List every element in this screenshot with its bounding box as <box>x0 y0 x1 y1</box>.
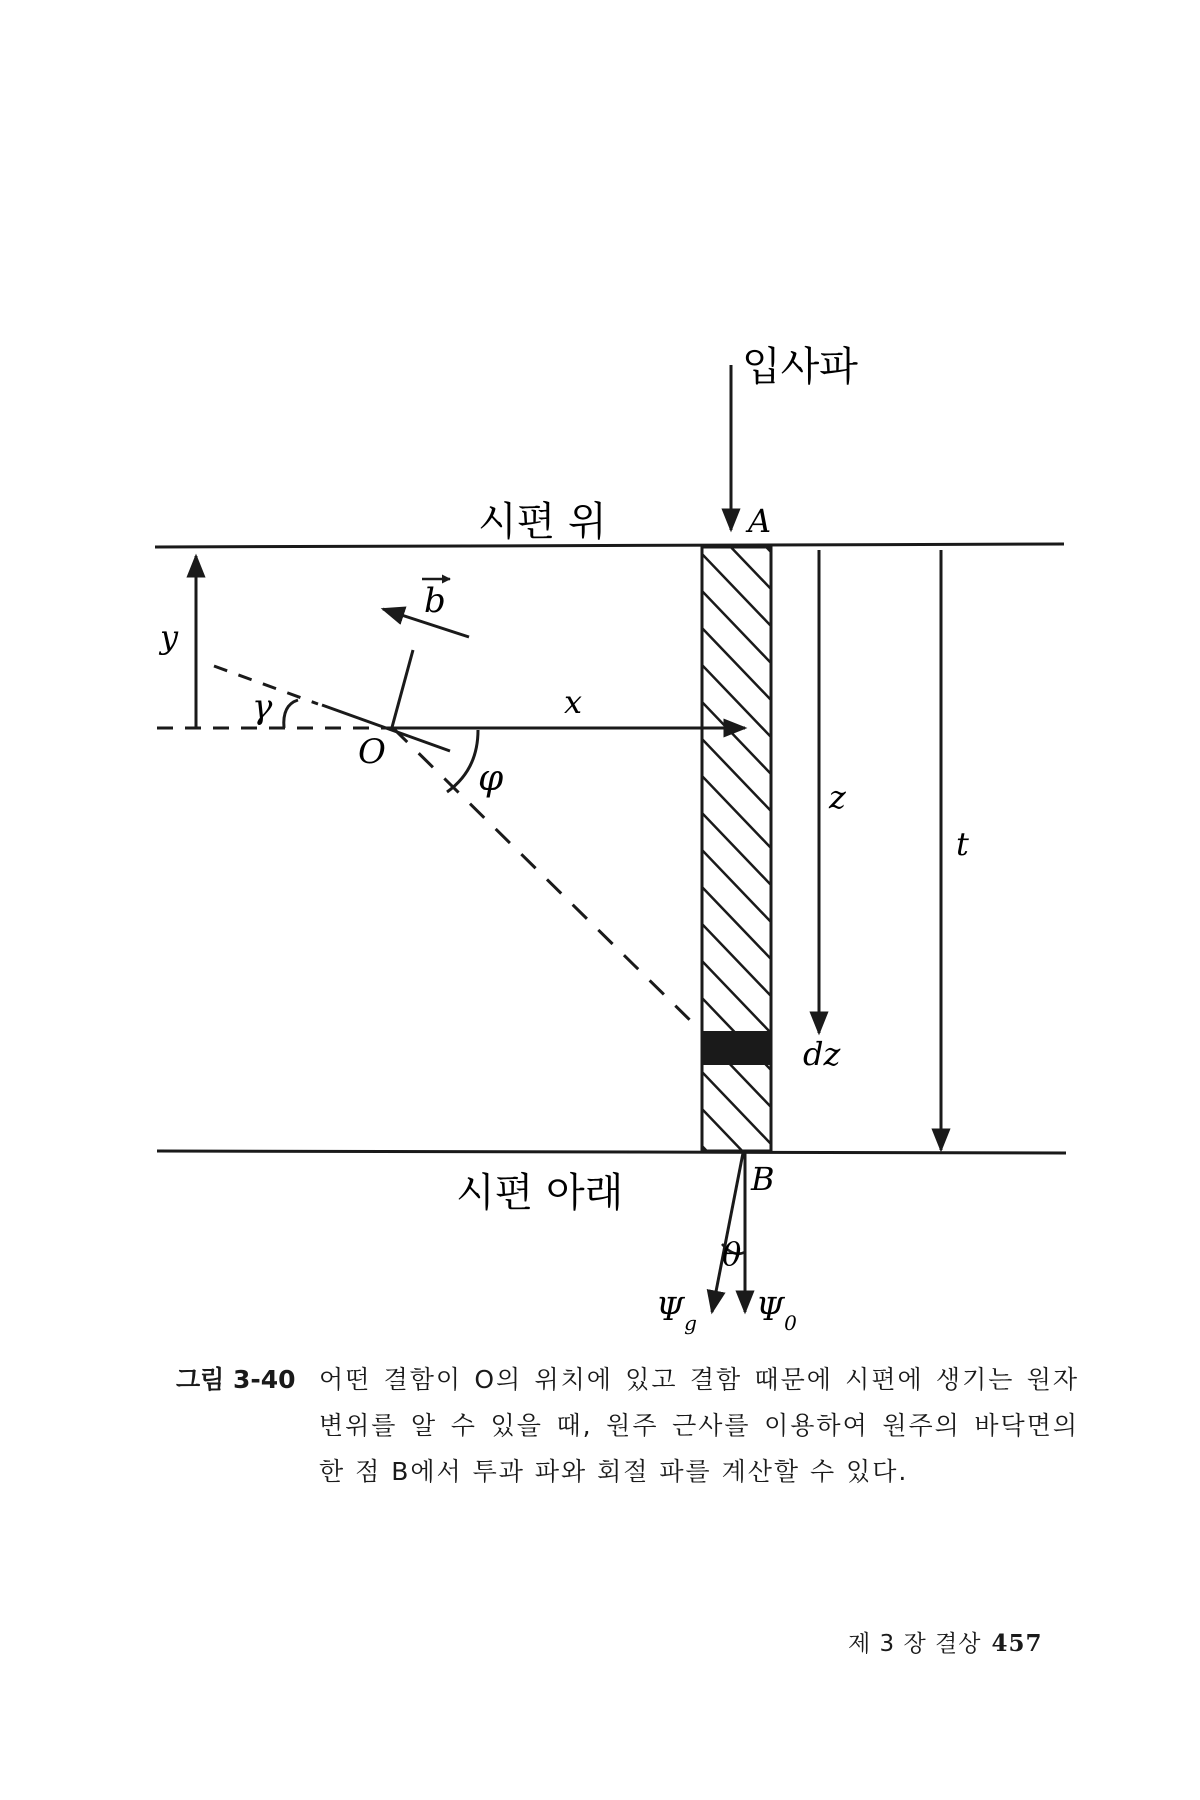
diffracted-wave-arrow <box>712 1153 743 1312</box>
psi-g-subscript: g <box>684 1311 697 1335</box>
x-label: x <box>564 683 583 721</box>
psi-0-subscript: 0 <box>784 1311 797 1335</box>
gamma-angle-arc <box>284 700 298 728</box>
hatch-line <box>702 887 771 959</box>
specimen-top-label: 시편 위 <box>478 499 607 545</box>
point-a-label: A <box>748 502 772 540</box>
specimen-top-surface <box>155 544 1064 547</box>
burgers-vector-label: b <box>424 581 446 621</box>
specimen-bottom-label: 시편 아래 <box>456 1170 624 1216</box>
t-label: t <box>956 825 969 863</box>
dislocation-normal <box>391 650 413 731</box>
hatch-line <box>702 850 771 922</box>
hatch-line <box>702 591 771 663</box>
page-number: 457 <box>991 1630 1043 1657</box>
y-label: y <box>160 618 179 656</box>
hatch-line <box>702 702 771 774</box>
hatch-line <box>702 776 771 848</box>
hatch-line <box>702 813 771 885</box>
transmitted-wave-label <box>756 1290 797 1335</box>
column-hatching <box>702 480 771 1218</box>
z-label: z <box>829 778 846 816</box>
point-b-label: B <box>751 1160 775 1198</box>
hatch-line <box>702 924 771 996</box>
hatch-line <box>702 739 771 811</box>
figure-caption-text: 어떤 결함이 O의 위치에 있고 결함 때문에 시편에 생기는 원자 변위를 알 수 있을 때, 원주 근사를 이용하여 원주의 바닥면의 한 점 B에서 투과 파와 회절 파를 계산할 수 있다. <box>319 1365 1079 1486</box>
psi-g-symbol: Ψ <box>656 1290 685 1328</box>
hatch-line <box>702 554 771 626</box>
hatch-line <box>702 665 771 737</box>
theta-label: θ <box>722 1235 742 1273</box>
figure-caption-label: 그림 3-40 <box>176 1365 296 1394</box>
phi-label: φ <box>478 758 504 799</box>
chapter-title: 제 3 장 결상 <box>848 1631 982 1657</box>
gamma-label: γ <box>252 687 273 727</box>
incident-wave-label: 입사파 <box>742 344 858 390</box>
ray-dashed-line <box>393 728 700 1030</box>
psi-0-symbol: Ψ <box>756 1290 785 1328</box>
hatch-line <box>702 628 771 700</box>
origin-o-label: O <box>358 732 386 772</box>
phi-angle-arc <box>447 730 478 792</box>
slice-dz <box>703 1031 770 1065</box>
diffracted-wave-label <box>656 1290 697 1335</box>
dz-label: dz <box>803 1035 841 1073</box>
hatch-line <box>702 961 771 1033</box>
specimen-bottom-surface <box>157 1151 1066 1153</box>
page-footer <box>848 1625 1042 1658</box>
hatch-line <box>702 1072 771 1144</box>
